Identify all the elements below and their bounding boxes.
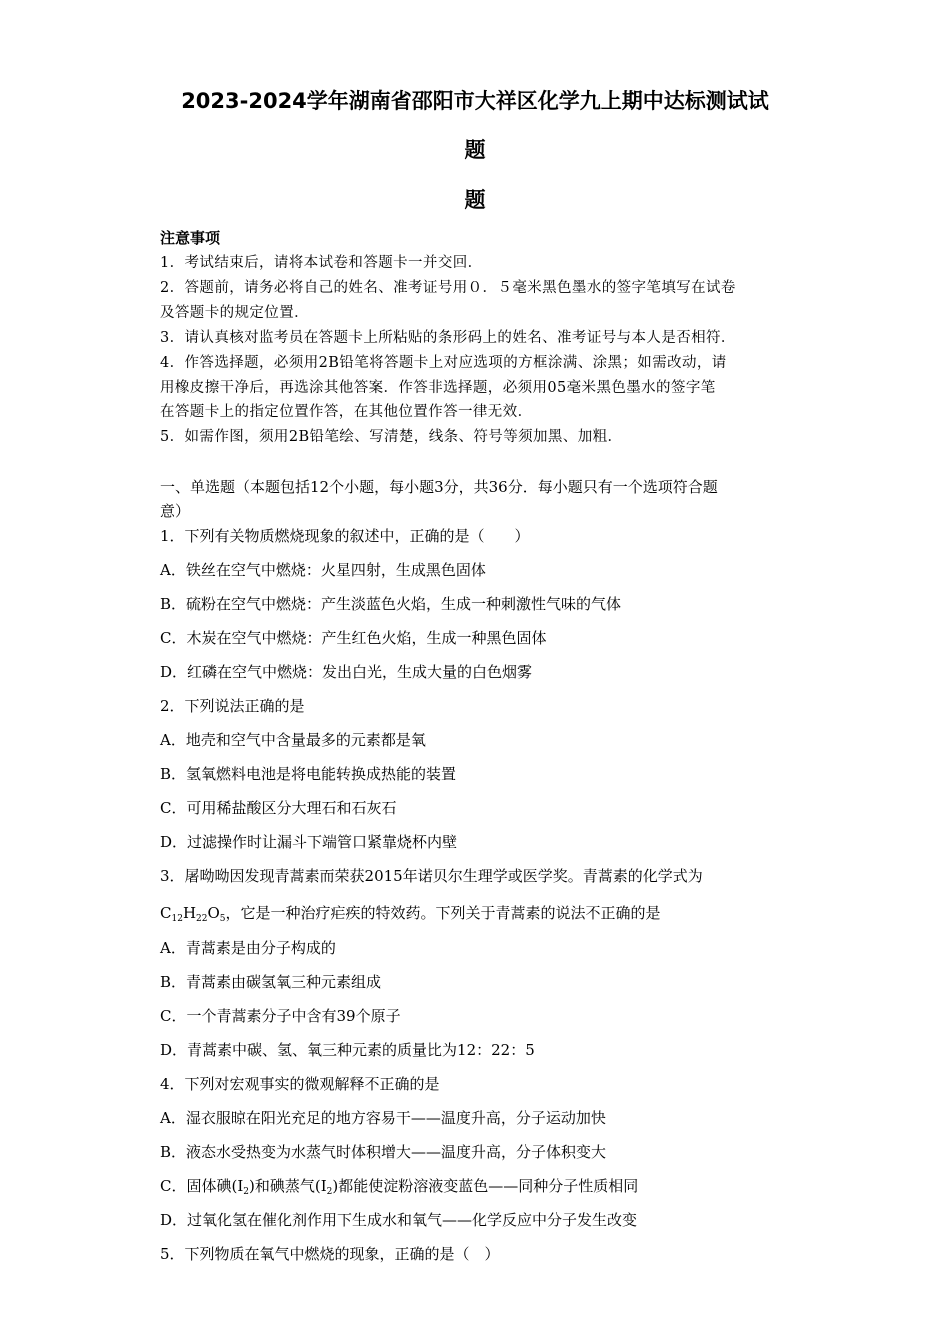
notice-line: 2．答题前，请务必将自己的姓名、准考证号用０．５毫米黑色墨水的签字笔填写在试卷 [160,280,736,296]
question-1-option-c: C．木炭在空气中燃烧：产生红色火焰，生成一种黑色固体 [160,629,547,647]
notice-heading: 注意事项 [160,229,221,247]
page-title: 2023-2024学年湖南省邵阳市大祥区化学九上期中达标测试试 [181,89,769,113]
question-2-option-c: C．可用稀盐酸区分大理石和石灰石 [160,799,397,817]
notice-line: 1．考试结束后，请将本试卷和答题卡一并交回． [160,255,483,271]
iodine-subscript: 2 [326,1187,333,1197]
question-1-option-a: A．铁丝在空气中燃烧：火星四射，生成黑色固体 [160,561,486,579]
notice-line: 及答题卡的规定位置． [160,305,309,321]
formula-hydrogen: H [182,904,197,922]
question-1-option-b: B．硫粉在空气中燃烧：产生淡蓝色火焰，生成一种刺激性气味的气体 [160,595,622,613]
page-title-continued: 题 [464,138,486,162]
section-heading-continued: 意） [160,502,191,520]
question-3-option-b: B．青蒿素由碳氢氧三种元素组成 [160,973,382,991]
question-2-option-a: A．地壳和空气中含量最多的元素都是氧 [160,731,426,749]
section-heading: 一、单选题（本题包括12个小题，每小题3分，共36分．每小题只有一个选项符合题 [160,478,718,496]
question-4-option-d: D．过氧化氢在催化剂作用下生成水和氧气——化学反应中分子发生改变 [160,1211,638,1229]
question-2-stem: 2．下列说法正确的是 [160,697,305,715]
page-title-repeated: 题 [464,188,486,212]
question-5-stem: 5．下列物质在氧气中燃烧的现象，正确的是（ ） [160,1245,500,1263]
question-2-option-b: B．氢氧燃料电池是将电能转换成热能的装置 [160,765,457,783]
formula-hydrogen-count: 22 [196,914,208,924]
formula-oxygen-count: 5 [219,914,226,924]
formula-carbon-count: 12 [171,914,183,924]
question-4-option-a: A．湿衣服晾在阳光充足的地方容易干——温度升高，分子运动加快 [160,1109,606,1127]
question-1-stem: 1．下列有关物质燃烧现象的叙述中，正确的是（ ） [160,527,530,545]
notice-line: 5．如需作图，须用2B铅笔绘、写清楚，线条、符号等须加黑、加粗． [160,429,623,445]
question-1-option-d: D．红磷在空气中燃烧：发出白光，生成大量的白色烟雾 [160,663,533,681]
question-3-stem: 3．屠呦呦因发现青蒿素而荣获2015年诺贝尔生理学或医学奖。青蒿素的化学式为 [160,867,703,885]
formula-carbon: C [160,904,172,922]
question-3-option-c: C．一个青蒿素分子中含有39个原子 [160,1007,401,1025]
question-2-option-d: D．过滤操作时让漏斗下端管口紧靠烧杯内壁 [160,833,458,851]
option-c-text-2: )和碘蒸气(I [249,1177,327,1195]
option-c-text-1: C．固体碘(I [160,1177,244,1195]
option-c-text-3: )都能使淀粉溶液变蓝色——同种分子性质相同 [332,1177,639,1195]
question-3-stem-continued [160,903,661,923]
formula-oxygen: O [207,904,220,922]
question-3-option-a: A．青蒿素是由分子构成的 [160,939,336,957]
question-4-stem: 4．下列对宏观事实的微观解释不正确的是 [160,1075,440,1093]
question-3-option-d: D．青蒿素中碳、氢、氧三种元素的质量比为12：22：5 [160,1041,535,1059]
notice-line: 用橡皮擦干净后，再选涂其他答案．作答非选择题，必须用05毫米黑色墨水的签字笔 [160,380,716,396]
question-4-option-b: B．液态水受热变为水蒸气时体积增大——温度升高，分子体积变大 [160,1143,607,1161]
notice-line: 3．请认真核对监考员在答题卡上所粘贴的条形码上的姓名、准考证号与本人是否相符． [160,330,736,346]
iodine-subscript: 2 [243,1187,249,1197]
question-4-option-c [160,1176,638,1196]
notice-line: 在答题卡上的指定位置作答，在其他位置作答一律无效． [160,404,533,420]
question-3-stem-text: ，它是一种治疗疟疾的特效药。下列关于青蒿素的说法不正确的是 [225,904,661,922]
notice-line: 4．作答选择题，必须用2B铅笔将答题卡上对应选项的方框涂满、涂黑；如需改动，请 [160,355,727,371]
